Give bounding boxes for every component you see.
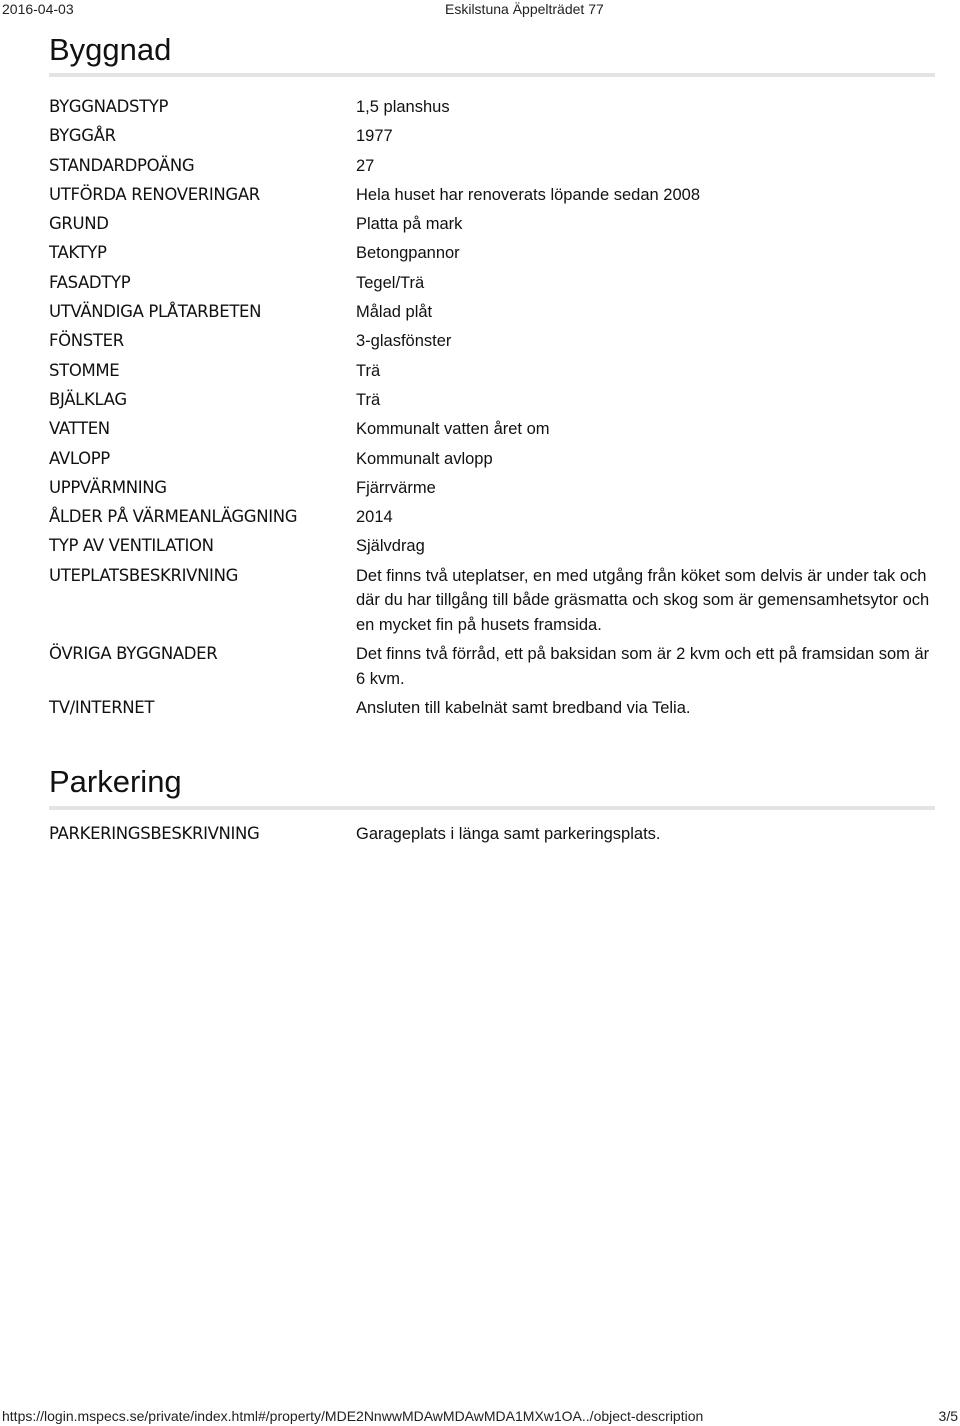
property-label: TV/INTERNET [49,698,155,718]
property-value: Garageplats i länga samt parkeringsplats. [356,825,661,843]
page-number: 3/5 [938,1408,958,1424]
property-label: BYGGNADSTYP [49,97,169,116]
property-value: Kommunalt vatten året om [356,420,550,439]
property-value: Målad plåt [356,303,433,322]
property-value: Tegel/Trä [356,273,425,292]
property-row [49,447,939,472]
property-value: 2014 [356,508,393,527]
property-value: Det finns två förråd, ett på baksidan som är 2 kvm och ett på framsidan som är 6 kvm. [356,645,930,689]
property-label: AVLOPP [49,448,110,468]
property-label: TYP AV VENTILATION [49,536,214,556]
property-label: VATTEN [49,419,110,439]
property-value: Hela huset har renoverats löpande sedan 2008 [356,185,700,204]
property-value: Betongpannor [356,244,460,263]
print-date: 2016-04-03 [2,1,74,17]
property-value: Det finns två uteplatser, en med utgång från köket som delvis är under tak och där du har tillgång till både gräsmatta och skog som är gemensamhetsytor och en mycket fin på husets framsida. [356,566,930,635]
property-row [49,642,939,691]
property-label: UTFÖRDA RENOVERINGAR [49,184,260,204]
property-row [49,534,939,559]
property-label: FÖNSTER [49,331,124,351]
property-value: 1977 [356,127,393,146]
property-row [49,696,939,721]
property-label: PARKERINGSBESKRIVNING [49,824,260,843]
property-label: STANDARDPOÄNG [49,155,195,175]
property-label: TAKTYP [49,243,107,263]
property-value: Ansluten till kabelnät samt bredband via Telia. [356,699,691,718]
property-value: Kommunalt avlopp [356,449,493,468]
property-row [49,271,939,296]
property-value: 3-glasfönster [356,332,452,351]
property-row [49,212,939,237]
property-row [49,388,939,413]
property-value: 27 [356,156,375,175]
property-value: Fjärrvärme [356,478,436,497]
property-label: STOMME [49,360,120,380]
property-value: Platta på mark [356,215,463,234]
section-title-byggnad: Byggnad [49,32,172,67]
property-row [49,154,939,179]
property-row [49,505,939,530]
print-title: Eskilstuna Äppelträdet 77 [445,1,604,17]
property-label: ÅLDER PÅ VÄRMEANLÄGGNING [49,507,298,527]
byggnad-properties [49,95,939,721]
property-label: BJÄLKLAG [49,389,127,409]
property-label: UPPVÄRMNING [49,477,167,497]
parkering-properties [49,822,939,847]
property-row [49,476,939,501]
property-value: 1,5 planshus [356,98,450,116]
property-row [49,95,939,120]
section-divider [49,73,935,77]
property-label: ÖVRIGA BYGGNADER [49,644,218,664]
property-label: FASADTYP [49,272,131,292]
property-row [49,564,939,638]
property-row [49,822,939,847]
section-divider [49,806,935,810]
property-row [49,183,939,208]
property-label: GRUND [49,214,109,234]
property-row [49,417,939,442]
section-title-parkering: Parkering [49,764,182,799]
property-row [49,124,939,149]
property-label: UTEPLATSBESKRIVNING [49,565,239,585]
property-row [49,359,939,384]
print-url: https://login.mspecs.se/private/index.html#/property/MDE2NnwwMDAwMDAwMDA1MXw1OA../object-description [2,1408,704,1424]
property-value: Trä [356,361,381,380]
property-row [49,241,939,266]
property-label: BYGGÅR [49,126,116,146]
property-value: Trä [356,390,381,409]
property-value: Självdrag [356,537,425,556]
property-row [49,300,939,325]
property-label: UTVÄNDIGA PLÅTARBETEN [49,302,262,322]
property-row [49,329,939,354]
